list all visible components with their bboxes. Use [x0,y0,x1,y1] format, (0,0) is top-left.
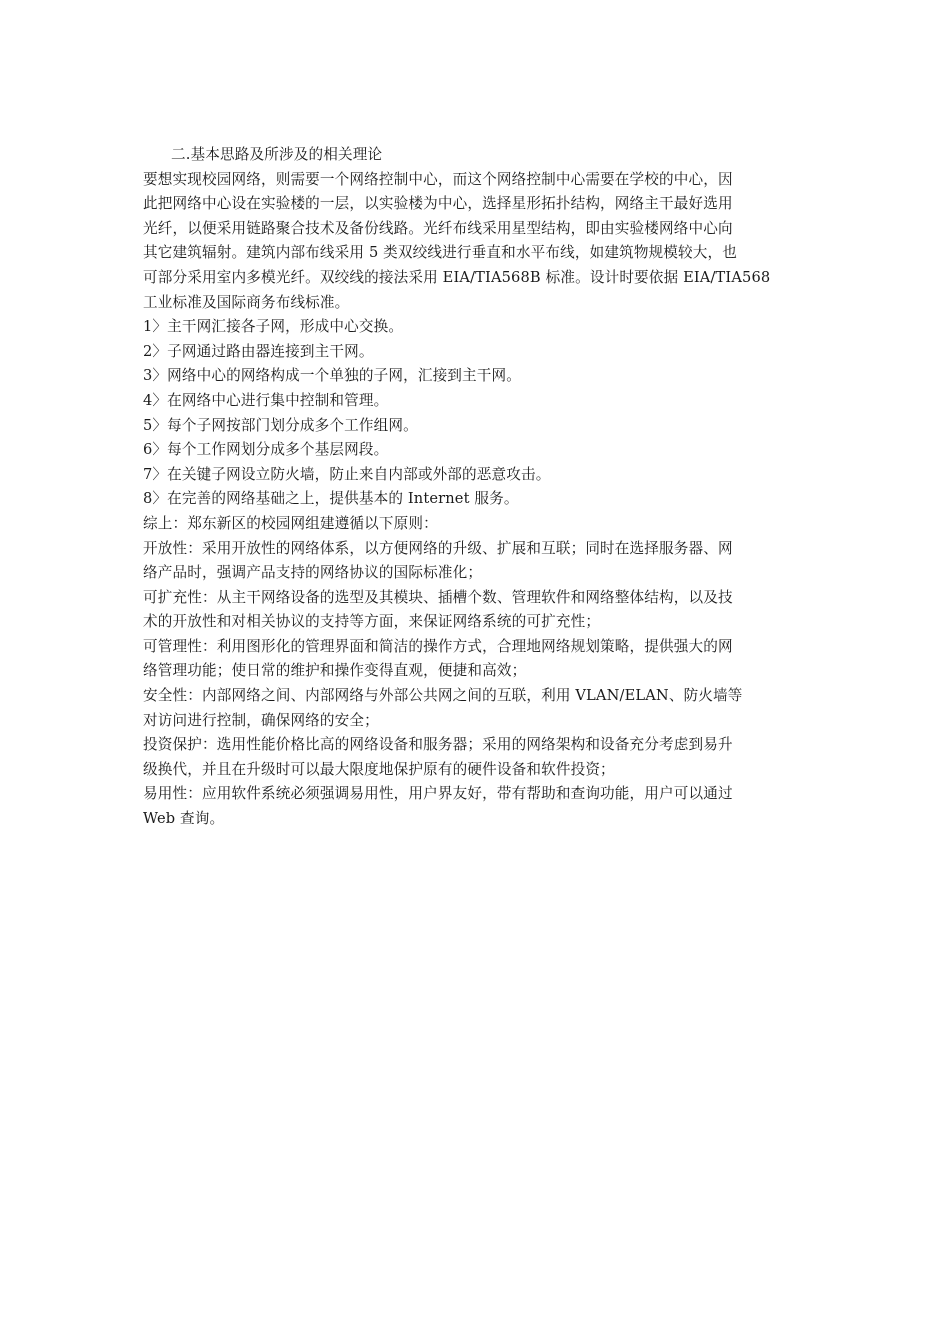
intro-line: 此把网络中心设在实验楼的一层，以实验楼为中心，选择星形拓扑结构，网络主干最好选用 [143,195,733,213]
intro-line: 要想实现校园网络，则需要一个网络控制中心，而这个网络控制中心需要在学校的中心，因 [143,170,733,188]
principle-line: 络管理功能；使日常的维护和操作变得直观，便捷和高效； [143,662,527,680]
list-item: 7〉在关键子网设立防火墙，防止来自内部或外部的恶意攻击。 [143,465,551,483]
intro-line: 其它建筑辐射。建筑内部布线采用 5 类双绞线进行垂直和水平布线，如建筑物规模较大，也 [143,244,738,262]
list-item: 5〉每个子网按部门划分成多个工作组网。 [143,416,418,434]
principle-line: 易用性：应用软件系统必须强调易用性，用户界友好，带有帮助和查询功能，用户可以通过 [143,785,733,803]
intro-paragraph [143,168,809,316]
principle-line: Web 查询。 [143,810,225,828]
principle-line: 络产品时，强调产品支持的网络协议的国际标准化； [143,564,483,582]
intro-line: 可部分采用室内多模光纤。双绞线的接法采用 EIA/TIA568B 标准。设计时要依据 EIA/TIA568 [143,268,771,286]
principle-line: 安全性：内部网络之间、内部网络与外部公共网之间的互联，利用 VLAN/ELAN、防火墙等 [143,687,743,705]
section-heading: 二.基本思路及所涉及的相关理论 [171,146,383,163]
principle-line: 可扩充性：从主干网络设备的选型及其模块、插槽个数、管理软件和网络整体结构，以及技 [143,588,733,606]
numbered-list [143,315,809,512]
list-item: 6〉每个工作网划分成多个基层网段。 [143,441,389,459]
principle-line: 级换代，并且在升级时可以最大限度地保护原有的硬件设备和软件投资； [143,760,615,778]
principle-line: 投资保护：选用性能价格比高的网络设备和服务器；采用的网络架构和设备充分考虑到易升 [143,736,733,754]
principle-line: 术的开放性和对相关协议的支持等方面，来保证网络系统的可扩充性； [143,613,601,631]
document-page [143,143,809,832]
list-item: 1〉主干网汇接各子网，形成中心交换。 [143,318,404,336]
principle-line: 对访问进行控制，确保网络的安全； [143,711,379,729]
list-item: 2〉子网通过路由器连接到主干网。 [143,342,374,360]
principle-line: 可管理性：利用图形化的管理界面和简洁的操作方式，合理地网络规划策略，提供强大的网 [143,637,733,655]
principles-section [143,537,809,832]
list-item: 8〉在完善的网络基础之上，提供基本的 Internet 服务。 [143,490,519,508]
summary-line: 综上：郑东新区的校园网组建遵循以下原则： [143,514,438,532]
list-item: 3〉网络中心的网络构成一个单独的子网，汇接到主干网。 [143,367,522,385]
intro-line: 工业标准及国际商务布线标准。 [143,293,350,311]
principle-line: 开放性：采用开放性的网络体系，以方便网络的升级、扩展和互联；同时在选择服务器、网 [143,539,733,557]
list-item: 4〉在网络中心进行集中控制和管理。 [143,391,389,409]
intro-line: 光纤，以便采用链路聚合技术及备份线路。光纤布线采用星型结构，即由实验楼网络中心向 [143,219,733,237]
